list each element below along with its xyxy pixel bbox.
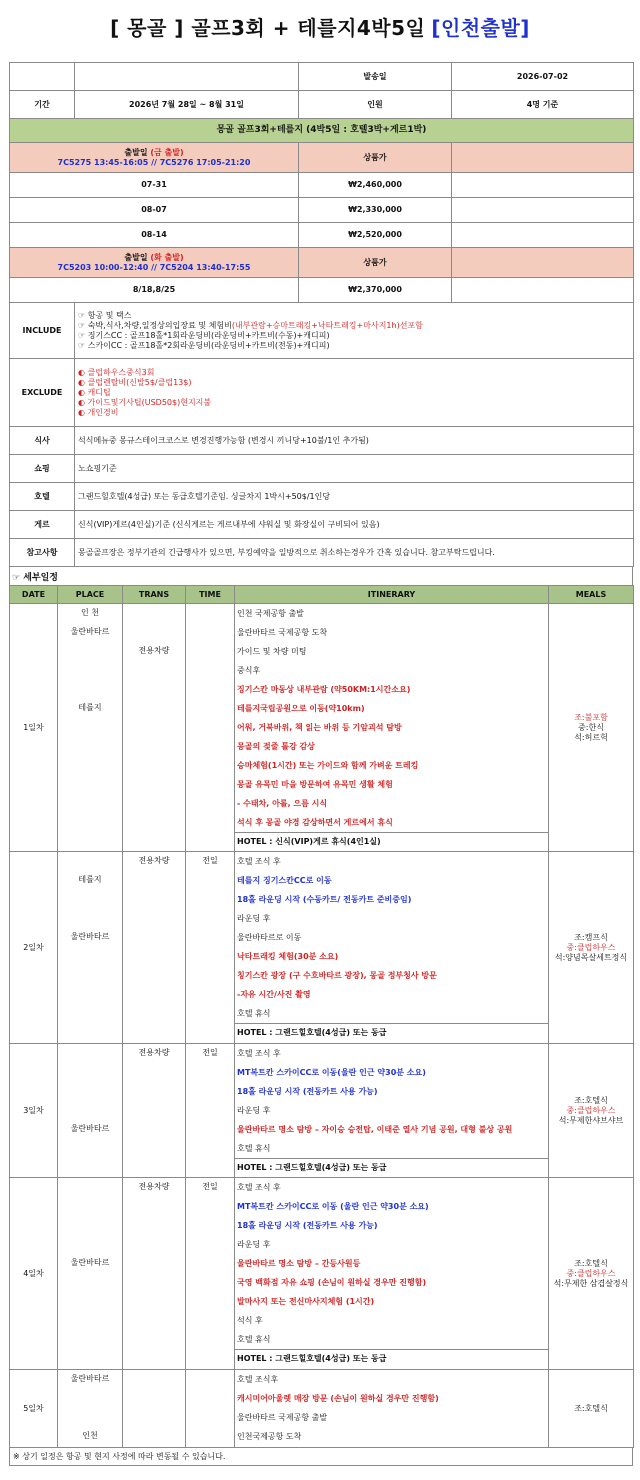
itinerary-line: 낙타트래킹 체험(30분 소요) <box>237 951 339 961</box>
itinerary-line: 호텔 조식 후 <box>237 1048 281 1058</box>
day-date: 1일차 <box>10 604 58 852</box>
itinerary-line: 석식 후 몽골 야경 감상하면서 게르에서 휴식 <box>237 817 393 827</box>
itinerary-line: 석식 후 <box>237 1315 263 1325</box>
period-label: 기간 <box>10 91 75 119</box>
itinerary-line: 울란바타르 명소 탐방 – 자이승 승전탑, 이태준 열사 기념 공원, 대형 불상 공원 <box>237 1124 513 1134</box>
hotel-line: HOTEL : 그랜드힐호텔(4성급) 또는 동급 <box>235 1023 548 1042</box>
day-time <box>186 604 235 852</box>
note-row: 식사 석식메뉴중 몽규스테이크코스로 변경진행가능함 (변경시 끼니당+10불/1인 추가됨) <box>10 427 634 455</box>
day-itinerary <box>235 852 549 1044</box>
include-list <box>75 303 634 359</box>
itinerary-line: 호텔 조식후 <box>237 1374 279 1384</box>
group1-price-label: 상품가 <box>299 143 452 173</box>
day-row <box>10 1044 634 1178</box>
day-itinerary <box>235 1178 549 1370</box>
itinerary-line: 울란바타르 국제공항 도착 <box>237 627 328 637</box>
page-title <box>0 0 640 52</box>
itinerary-line: 중식후 <box>237 665 261 675</box>
itinerary-line: 몽골의 젖줄 톨강 감상 <box>237 741 315 751</box>
day-meals: 조:불포함 중:한식 석:허르헉 <box>549 604 634 852</box>
itinerary-line: 18홀 라운딩 시작 (전동카트 사용 가능) <box>237 1220 378 1230</box>
day-trans: 전용차량 <box>123 852 186 1044</box>
day-trans: 전용차량 <box>123 1178 186 1370</box>
include-label: INCLUDE <box>10 303 75 359</box>
itinerary-line: 몽골 유목민 마을 방문하여 유목민 생활 체험 <box>237 779 393 789</box>
people-label: 인원 <box>299 91 452 119</box>
itinerary-line: 국영 백화점 자유 쇼핑 (손님이 원하실 경우만 진행함) <box>237 1277 427 1287</box>
day-places: 울란바타르 인천 <box>58 1370 123 1448</box>
itinerary-line: 라운딩 후 <box>237 1105 271 1115</box>
day-row <box>10 1178 634 1370</box>
day-itinerary <box>235 604 549 852</box>
itinerary-line: 승마체험(1시간) 또는 가이드와 함께 가벼운 트레킹 <box>237 760 419 770</box>
group2-price-label: 상품가 <box>299 248 452 278</box>
day-trans: 전용차량 <box>123 1044 186 1178</box>
itinerary-line: 18홀 라운딩 시작 (전동카트 사용 가능) <box>237 1086 378 1096</box>
itinerary-line: 인천국제공항 도착 <box>237 1431 302 1441</box>
group1-flight: 7C5275 13:45-16:05 // 7C5276 17:05-21:20 <box>57 157 251 167</box>
day-itinerary <box>235 1044 549 1178</box>
itinerary-line: 울란바타르 명소 탐방 – 간등사원등 <box>237 1258 361 1268</box>
itinerary-line: 칭기스칸 광장 (구 수흐바타르 광장), 몽골 정부청사 방문 <box>237 970 437 980</box>
itinerary-line: 테를지 징기스칸CC로 이동 <box>237 875 332 885</box>
itinerary-line: 호텔 휴식 <box>237 1008 271 1018</box>
exclude-label: EXCLUDE <box>10 359 75 427</box>
itinerary-line: 울란바타르 국제공항 출발 <box>237 1412 328 1422</box>
issue-label: 발송일 <box>299 63 452 91</box>
group1-departure: 출발일 (금 출발) 7C5275 13:45-16:05 // 7C5276 17:05-21:20 <box>10 143 299 173</box>
note-row: 호텔 그랜드힐호텔(4성급) 또는 동급호텔기준임. 싱글차지 1박시+50$/1인당 <box>10 483 634 511</box>
day-places: 인 천 울란바타르 테를지 <box>58 604 123 852</box>
day-places: 울란바타르 <box>58 1044 123 1178</box>
itinerary-line: 18홀 라운딩 시작 (수동카트/ 전동카트 준비중임) <box>237 894 412 904</box>
day-date: 5일차 <box>10 1370 58 1448</box>
day-row <box>10 852 634 1044</box>
include-item: ☞ 숙박,식사,차량,일정상의입장료 및 체험비(내부관람+승마트래킹+낙타트래킹+마사지1h)선포함 <box>78 320 423 330</box>
exclude-row <box>10 359 634 427</box>
itinerary-line: 호텔 휴식 <box>237 1143 271 1153</box>
itinerary-line: 캐시미어아울렛 매장 방문 (손님이 원하실 경우만 진행함) <box>237 1393 439 1403</box>
itinerary-line: 발마사지 또는 전신마사지체험 (1시간) <box>237 1296 375 1306</box>
day-time: 전일 <box>186 1178 235 1370</box>
price-row: 08-14 ₩2,520,000 <box>10 223 634 248</box>
day-meals: 조:호텔식 중:클럽하우스 석:무제한 삼겹살정식 <box>549 1178 634 1370</box>
day-meals: 조:호텔식 중:클럽하우스 석:무제한샤브샤브 <box>549 1044 634 1178</box>
day-places: 울란바타르 <box>58 1178 123 1370</box>
itinerary-line: MT복트칸 스카이CC로 이동(울란 인근 약30분 소요) <box>237 1067 426 1077</box>
itinerary-line: 테를지국립공원으로 이동(약10km) <box>237 703 365 713</box>
info-table <box>9 62 634 567</box>
exclude-item: ◐ 가이드및기사팁(USD50$)현지지불 <box>78 397 212 407</box>
itinerary-line: - 수태차, 아롤, 으름 시식 <box>237 798 328 808</box>
footnote: ※ 상기 일정은 항공 및 현지 사정에 따라 변동될 수 있습니다. <box>9 1448 633 1466</box>
day-trans <box>123 1370 186 1448</box>
day-row <box>10 604 634 852</box>
price-row: 08-07 ₩2,330,000 <box>10 198 634 223</box>
exclude-list <box>75 359 634 427</box>
day-time <box>186 1370 235 1448</box>
itinerary-line: 인천 국제공항 출발 <box>237 608 304 618</box>
day-date: 2일차 <box>10 852 58 1044</box>
group2-header <box>10 248 634 278</box>
itinerary-line: 호텔 조식 후 <box>237 856 281 866</box>
hotel-line: HOTEL : 그랜드힐호텔(4성급) 또는 동급 <box>235 1158 548 1177</box>
day-date: 4일차 <box>10 1178 58 1370</box>
include-item: ☞ 징기스CC : 골프18홀*1회라운딩비(라운딩비+카트비(수동)+캐디피) <box>78 330 330 340</box>
day-meals: 조:호텔식 <box>549 1370 634 1448</box>
itinerary-line: 징기스칸 마동상 내부관람 (약50KM:1시간소요) <box>237 684 411 694</box>
period-value: 2026년 7월 28일 ~ 8월 31일 <box>75 91 299 119</box>
note-row: 쇼핑 노쇼핑기준 <box>10 455 634 483</box>
day-date: 3일차 <box>10 1044 58 1178</box>
note-row: 게르 신식(VIP)게르(4인실)기준 (신식게르는 게르내부에 샤워실 및 화장실이 구비되어 있음) <box>10 511 634 539</box>
itinerary-line: -자유 시간/사진 촬영 <box>237 989 311 999</box>
group2-departure: 출발일 (화 출발) 7C5203 10:00-12:40 // 7C5204 13:40-17:55 <box>10 248 299 278</box>
day-row <box>10 1370 634 1448</box>
itinerary-line: 호텔 휴식 <box>237 1334 271 1344</box>
day-trans: 전용차량 <box>123 604 186 852</box>
include-item: ☞ 항공 및 택스 <box>78 310 132 320</box>
hotel-line: HOTEL : 그랜드힐호텔(4성급) 또는 동급 <box>235 1349 548 1368</box>
product-title: 몽골 골프3회+테를지 (4박5일 : 호텔3박+게르1박) <box>10 119 634 143</box>
people-value: 4명 기준 <box>452 91 634 119</box>
day-time: 전일 <box>186 1044 235 1178</box>
day-places: 테를지 울란바타르 <box>58 852 123 1044</box>
day-time: 전일 <box>186 852 235 1044</box>
include-item: ☞ 스카이CC : 골프18홀*2회라운딩비(라운딩비+카트비(전동)+캐디피) <box>78 340 330 350</box>
itinerary-line: 라운딩 후 <box>237 1239 271 1249</box>
include-row <box>10 303 634 359</box>
price-row: 8/18,8/25 ₩2,370,000 <box>10 278 634 303</box>
day-meals: 조:캠프식 중:클럽하우스 석:양념목살세트정식 <box>549 852 634 1044</box>
exclude-item: ◐ 클럽렌탈비(신발5$/클럽13$) <box>78 377 192 387</box>
exclude-item: ◐ 캐디팁 <box>78 387 111 397</box>
itinerary-line: 라운딩 후 <box>237 913 271 923</box>
group1-header <box>10 143 634 173</box>
group2-flight: 7C5203 10:00-12:40 // 7C5204 13:40-17:55 <box>57 262 251 272</box>
exclude-item: ◐ 클럽하우스중식3회 <box>78 367 155 377</box>
itinerary-table <box>9 585 634 1448</box>
day-itinerary <box>235 1370 549 1448</box>
title-highlight: [인천출발] <box>431 15 530 40</box>
itinerary-header: DATE PLACE TRANS TIME ITINERARY MEALS <box>10 586 634 604</box>
title-main: [ 몽골 ] 골프3회 + 테를지4박5일 <box>110 15 426 40</box>
itinerary-line: 울란바타르로 이동 <box>237 932 302 942</box>
itinerary-line: 어워, 거북바위, 책 읽는 바위 등 기암괴석 탐방 <box>237 722 402 732</box>
document-body <box>9 62 633 1466</box>
hotel-line: HOTEL : 신식(VIP)게르 휴식(4인1실) <box>235 832 548 851</box>
itinerary-line: 호텔 조식 후 <box>237 1182 281 1192</box>
issue-value: 2026-07-02 <box>452 63 634 91</box>
note-row: 참고사항 몽골골프장은 정부기관의 긴급행사가 있으면, 부킹예약을 일방적으로 취소하는경우가 간혹 있습니다. 참고부탁드립니다. <box>10 539 634 567</box>
itinerary-line: MT복트칸 스카이CC로 이동 (울란 인근 약30분 소요) <box>237 1201 429 1211</box>
price-row: 07-31 ₩2,460,000 <box>10 173 634 198</box>
schedule-label: ☞ 세부일정 <box>9 567 633 585</box>
exclude-item: ◐ 개인경비 <box>78 407 119 417</box>
itinerary-line: 가이드 및 차량 미팅 <box>237 646 307 656</box>
